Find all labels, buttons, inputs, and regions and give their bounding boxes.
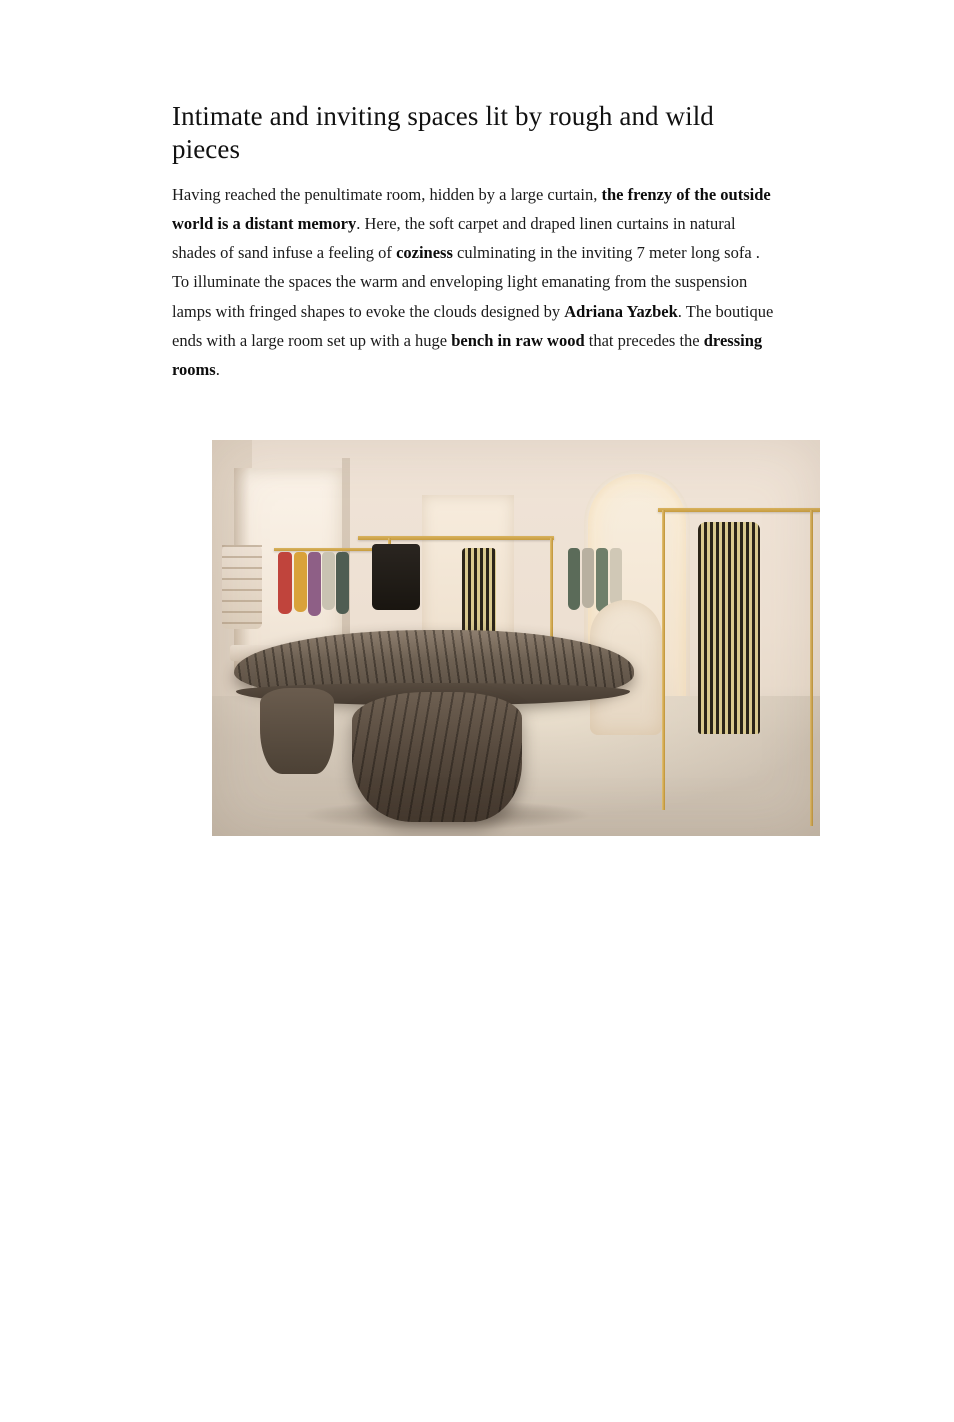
clothing-rail-left [274,548,380,551]
garment-green [336,552,349,614]
garment-cream [322,552,335,610]
boutique-interior-photo [212,440,820,836]
ribbed-sculpture-rings [222,545,262,629]
page-title: Intimate and inviting spaces lit by rough and wild pieces [172,101,714,164]
body-emphasis: Adriana Yazbek [564,301,678,321]
body-text: that precedes the [584,330,704,350]
garment-striped-dress-center [462,548,496,640]
body-text: Having reached the penultimate room, hidden by a large curtain, [172,184,602,204]
garment-arch-ivory [610,548,622,606]
garment-arch-beige [582,548,594,608]
body-text: . [215,360,220,380]
clothing-rail-right-post-right [810,510,813,826]
body-emphasis: coziness [396,243,453,263]
garment-purple [308,552,321,616]
garment-arch-green [568,548,580,610]
garment-red [278,552,292,614]
garment-dark-top [372,544,420,610]
garment-arch-sage [596,548,608,612]
clothing-rail-right [658,508,820,512]
root-table-secondary-leg [260,688,334,774]
article-figure [212,440,820,836]
garment-yellow [294,552,307,612]
document-page [172,0,780,852]
body-text: . Here, the soft carpet and draped linen curtains in natural shades of sand infuse a feeling of [172,214,736,263]
article-body [172,180,780,384]
garment-striped-dress-right [698,522,760,734]
body-emphasis: dressing rooms [172,330,763,380]
body-text: culminating in the inviting 7 meter long sofa . To illuminate the spaces the warm and enveloping light emanating from the suspension lamps with fringed shapes to evoke the clouds designed by [172,243,760,321]
clothing-rail-right-post-left [662,510,665,810]
body-text: . The boutique ends with a large room set up with a huge [172,301,774,350]
root-table-trunk-texture [352,692,522,822]
body-emphasis: the frenzy of the outside world is a distant memory [172,184,771,234]
clothing-rail-center-post-right [550,538,553,648]
body-emphasis: bench in raw wood [451,330,585,350]
